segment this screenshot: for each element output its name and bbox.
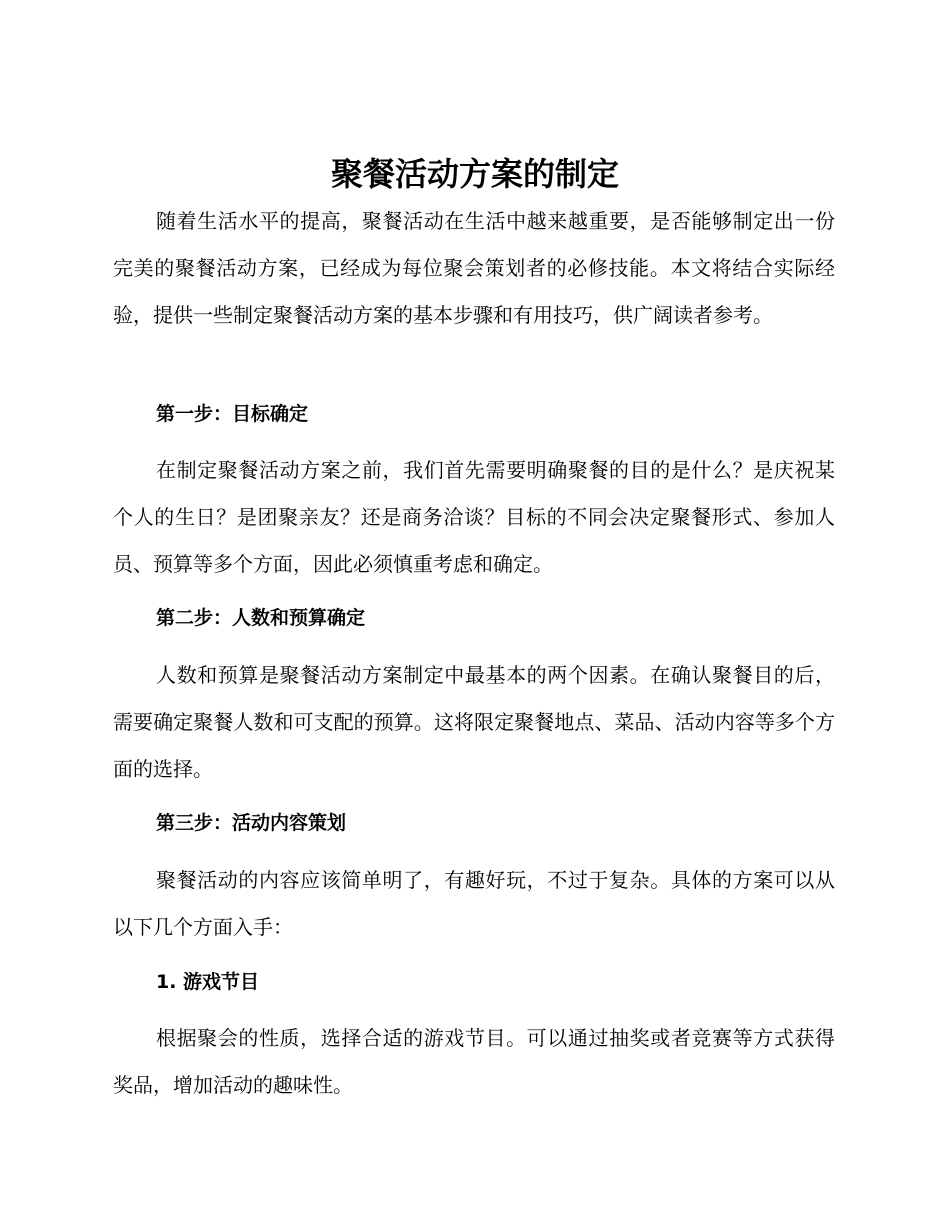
- section-body-step-2: 人数和预算是聚餐活动方案制定中最基本的两个因素。在确认聚餐目的后，需要确定聚餐人数和可支配的预算。这将限定聚餐地点、菜品、活动内容等多个方面的选择。: [113, 663, 835, 781]
- section-heading-step-3: 第三步：活动内容策划: [156, 812, 347, 834]
- section-heading-games: 1. 游戏节目: [156, 971, 260, 993]
- section-body-step-3: 聚餐活动的内容应该简单明了，有趣好玩，不过于复杂。具体的方案可以从以下几个方面入手：: [113, 868, 835, 939]
- document-title: 聚餐活动方案的制定: [330, 155, 619, 193]
- section-heading-step-1: 第一步：目标确定: [156, 403, 309, 425]
- intro-paragraph: 随着生活水平的提高，聚餐活动在生活中越来越重要，是否能够制定出一份完美的聚餐活动方案，已经成为每位聚会策划者的必修技能。本文将结合实际经验，提供一些制定聚餐活动方案的基本步骤和有用技巧，供广阔读者参考。: [113, 209, 835, 327]
- section-heading-step-2: 第二步：人数和预算确定: [156, 607, 366, 629]
- section-body-step-1: 在制定聚餐活动方案之前，我们首先需要明确聚餐的目的是什么？是庆祝某个人的生日？是团聚亲友？还是商务洽谈？目标的不同会决定聚餐形式、参加人员、预算等多个方面，因此必须慎重考虑和确定。: [113, 458, 835, 576]
- section-body-games: 根据聚会的性质，选择合适的游戏节目。可以通过抽奖或者竞赛等方式获得奖品，增加活动的趣味性。: [113, 1026, 835, 1097]
